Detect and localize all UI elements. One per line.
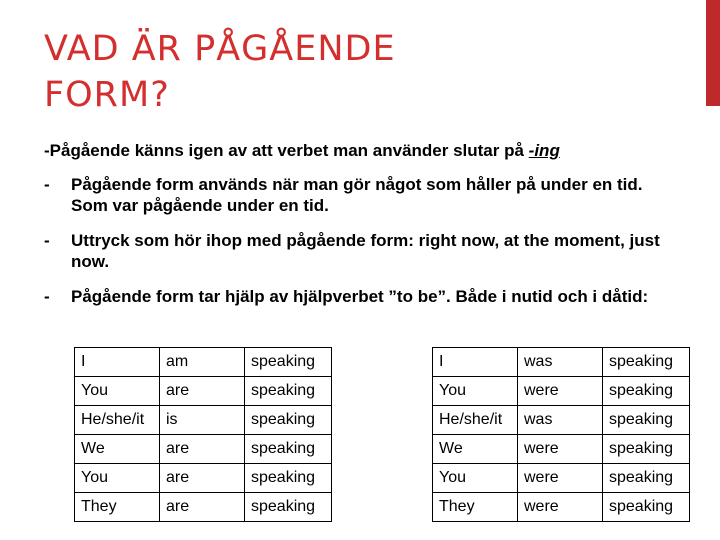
- verb-be-cell: is: [160, 406, 245, 435]
- verb-be-cell: are: [160, 377, 245, 406]
- participle-cell: speaking: [245, 406, 332, 435]
- participle-cell: speaking: [245, 348, 332, 377]
- pronoun-cell: You: [433, 377, 518, 406]
- bullet-dash: -: [44, 175, 50, 194]
- intro-emphasis: -ing: [528, 141, 560, 160]
- verb-be-cell: were: [518, 377, 603, 406]
- participle-cell: speaking: [245, 493, 332, 522]
- slide-title-line-1: VAD ÄR PÅGÅENDE: [44, 29, 396, 69]
- table-row: [75, 493, 332, 522]
- bullet-item: [44, 286, 664, 307]
- intro-sentence: -Pågående känns igen av att verbet man använder slutar på: [44, 141, 529, 160]
- present-tense-table: [74, 347, 332, 522]
- participle-cell: speaking: [603, 493, 690, 522]
- participle-cell: speaking: [245, 435, 332, 464]
- participle-cell: speaking: [603, 464, 690, 493]
- past-tense-table: [432, 347, 690, 522]
- pronoun-cell: We: [433, 435, 518, 464]
- bullet-list: [44, 174, 664, 321]
- participle-cell: speaking: [603, 406, 690, 435]
- table-row: [433, 406, 690, 435]
- participle-cell: speaking: [245, 377, 332, 406]
- pronoun-cell: You: [75, 377, 160, 406]
- table-row: [433, 435, 690, 464]
- slide-title: [44, 26, 396, 118]
- verb-be-cell: were: [518, 493, 603, 522]
- bullet-text: Uttryck som hör ihop med pågående form: right now, at the moment, just now.: [71, 231, 660, 271]
- pronoun-cell: I: [75, 348, 160, 377]
- verb-be-cell: was: [518, 348, 603, 377]
- pronoun-cell: We: [75, 435, 160, 464]
- pronoun-cell: He/she/it: [75, 406, 160, 435]
- table-row: [75, 348, 332, 377]
- verb-be-cell: was: [518, 406, 603, 435]
- pronoun-cell: You: [75, 464, 160, 493]
- bullet-item: [44, 174, 664, 216]
- pronoun-cell: You: [433, 464, 518, 493]
- pronoun-cell: I: [433, 348, 518, 377]
- verb-be-cell: were: [518, 435, 603, 464]
- participle-cell: speaking: [603, 377, 690, 406]
- bullet-dash: -: [44, 287, 50, 306]
- pronoun-cell: He/she/it: [433, 406, 518, 435]
- table-row: [433, 348, 690, 377]
- accent-bar: [706, 0, 720, 106]
- intro-text: [44, 141, 560, 161]
- participle-cell: speaking: [245, 464, 332, 493]
- bullet-text: Pågående form används när man gör något som håller på under en tid. Som var pågående under en tid.: [71, 175, 643, 215]
- bullet-text: Pågående form tar hjälp av hjälpverbet ”to be”. Både i nutid och i dåtid:: [71, 287, 649, 306]
- table-row: [75, 435, 332, 464]
- verb-be-cell: are: [160, 435, 245, 464]
- verb-be-cell: are: [160, 493, 245, 522]
- table-row: [75, 377, 332, 406]
- pronoun-cell: They: [75, 493, 160, 522]
- slide-title-line-2: FORM?: [44, 75, 170, 115]
- table-row: [433, 464, 690, 493]
- table-row: [433, 377, 690, 406]
- table-row: [433, 493, 690, 522]
- verb-be-cell: am: [160, 348, 245, 377]
- verb-be-cell: were: [518, 464, 603, 493]
- pronoun-cell: They: [433, 493, 518, 522]
- verb-be-cell: are: [160, 464, 245, 493]
- table-row: [75, 464, 332, 493]
- bullet-item: [44, 230, 664, 272]
- participle-cell: speaking: [603, 348, 690, 377]
- bullet-dash: -: [44, 231, 50, 250]
- participle-cell: speaking: [603, 435, 690, 464]
- table-row: [75, 406, 332, 435]
